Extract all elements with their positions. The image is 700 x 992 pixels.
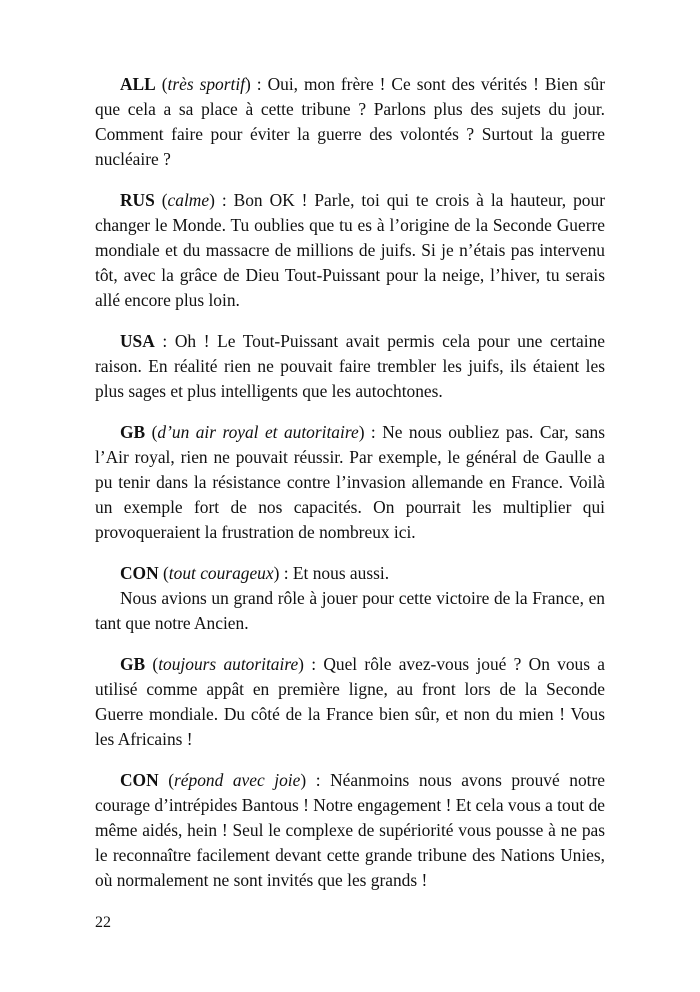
speaker-name: GB <box>120 654 146 674</box>
dialogue-text: : Ne nous oubliez pas. Car, sans l’Air royal, rien ne pouvait réussir. Par exemple, le général de Gaulle a pu tenir dans la résistance contre l’invasion allemande en France. Voilà un exemple fort de nos capacités. On pourrait les multiplier qui provoqueraient la frustration de nombreux ici. <box>95 422 606 542</box>
stage-direction: répond avec joie <box>174 770 301 790</box>
dialogue-paragraph: CON (tout courageux) : Et nous aussi. <box>120 563 390 583</box>
stage-direction: calme <box>167 190 210 210</box>
dialogue-paragraph: ALL (très sportif) : Oui, mon frère ! Ce sont des vérités ! Bien sûr que cela a sa place à cette tribune ? Parlons plus des sujets du jour. Comment faire pour éviter la guerre des volontés ? Surtout la guerre nucléaire ? <box>95 74 605 169</box>
dialogue-text: : Quel rôle avez-vous joué ? On vous a utilisé comme appât en première ligne, au front lors de la Seconde Guerre mondiale. Du côté de la France bien sûr, et non du mien ! Vous les Africains ! <box>95 654 606 749</box>
stage-direction: d’un air royal et autoritaire <box>157 422 359 442</box>
page-number: 22 <box>95 914 111 931</box>
speaker-name: CON <box>120 770 159 790</box>
speaker-name: RUS <box>120 190 155 210</box>
dialogue-paragraph: GB (toujours autoritaire) : Quel rôle avez-vous joué ? On vous a utilisé comme appât en première ligne, au front lors de la Seconde Guerre mondiale. Du côté de la France bien sûr, et non du mien ! Vous les Africains ! <box>95 654 606 749</box>
dialogue-text: : Bon OK ! Parle, toi qui te crois à la hauteur, pour changer le Monde. Tu oublies que tu es à l’origine de la Seconde Guerre mondiale et du massacre de millions de juifs. Si je n’étais pas intervenu tôt, avec la grâce de Dieu Tout-Puissant pour la neige, l’hiver, tu serais allé encore plus loin. <box>95 190 605 310</box>
dialogue-paragraph <box>95 329 605 404</box>
speaker-name: CON <box>120 563 159 583</box>
page-text <box>95 72 605 909</box>
stage-direction: toujours autoritaire <box>158 654 299 674</box>
dialogue-text: : Oui, mon frère ! Ce sont des vérités ! Bien sûr que cela a sa place à cette tribune ? Parlons plus des sujets du jour. Comment faire pour éviter la guerre des volontés ? Surtout la guerre nucléaire ? <box>95 74 605 169</box>
dialogue-text: : Néanmoins nous avons prouvé notre courage d’intrépides Bantous ! Notre engagement ! Et cela vous a tout de même aidés, hein ! Seul le complexe de supériorité vous pousse à ne pas le reconnaître facilement devant cette grande tribune des Nations Unies, où normalement ne sont invités que les grands ! <box>95 770 605 890</box>
dialogue-paragraph: RUS (calme) : Bon OK ! Parle, toi qui te crois à la hauteur, pour changer le Monde. Tu oublies que tu es à l’origine de la Seconde Guerre mondiale et du massacre de millions de juifs. Si je n’étais pas intervenu tôt, avec la grâce de Dieu Tout-Puissant pour la neige, l’hiver, tu serais allé encore plus loin. <box>95 190 605 310</box>
dialogue-paragraph: CON (répond avec joie) : Néanmoins nous avons prouvé notre courage d’intrépides Bantous ! Notre engagement ! Et cela vous a tout de même aidés, hein ! Seul le complexe de supériorité vous pousse à ne pas le reconnaître facilement devant cette grande tribune des Nations Unies, où normalement ne sont invités que les grands ! <box>95 770 605 890</box>
dialogue-text: : Et nous aussi. <box>279 563 390 583</box>
stage-direction: très sportif <box>167 74 246 94</box>
stage-direction: tout courageux <box>168 563 274 583</box>
speaker-name: GB <box>120 422 146 442</box>
speaker-name: USA <box>120 331 155 351</box>
dialogue-paragraph: GB (d’un air royal et autoritaire) : Ne nous oubliez pas. Car, sans l’Air royal, rien ne pouvait réussir. Par exemple, le général de Gaulle a pu tenir dans la résistance contre l’invasion allemande en France. Voilà un exemple fort de nos capacités. On pourrait les multiplier qui provoqueraient la frustration de nombreux ici. <box>95 422 606 542</box>
speaker-name: ALL <box>120 74 156 94</box>
dialogue-continuation: Nous avions un grand rôle à jouer pour cette victoire de la France, en tant que notre Ancien. <box>95 588 605 633</box>
dialogue-text: : Oh ! Le Tout-Puissant avait permis cela pour une certaine raison. En réalité rien ne pouvait faire trembler les juifs, ils étaient les plus sages et plus intelligents que les autochtones. <box>95 331 605 401</box>
